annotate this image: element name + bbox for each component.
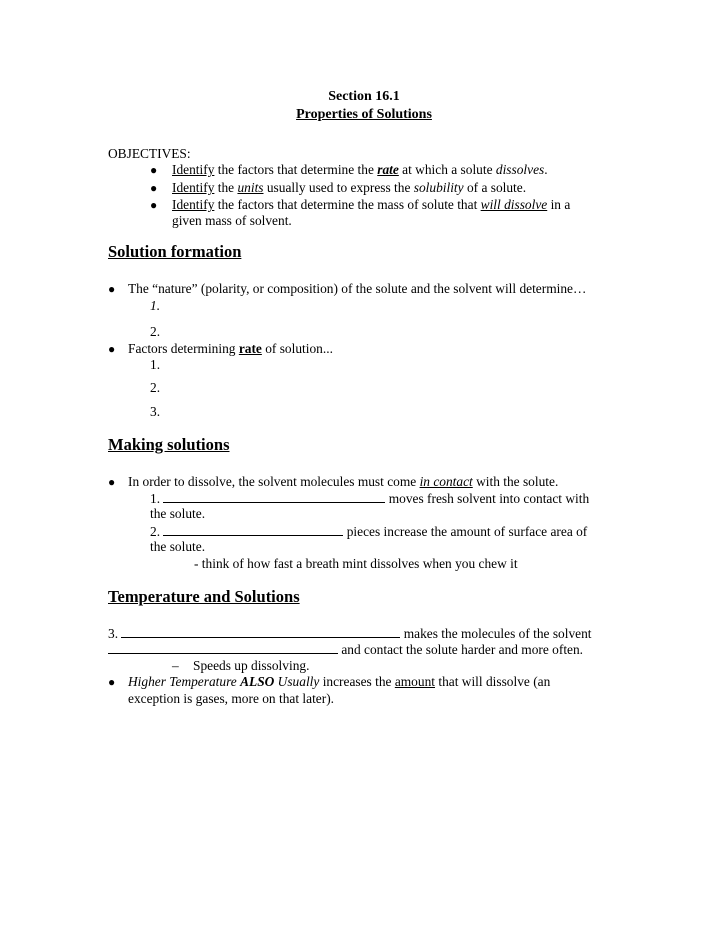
fill-in-item: 3. makes the molecules of the solvent (108, 626, 592, 641)
bullet-icon: ● (150, 198, 158, 212)
page-title: Properties of Solutions (296, 107, 432, 122)
answer-blank[interactable] (121, 625, 400, 638)
fill-in-item-continued: the solute. (150, 506, 206, 521)
objective-item: Identify the units usually used to express the solubility of a solute. (172, 180, 527, 195)
heading-temperature-solutions: Temperature and Solutions (108, 587, 300, 606)
note: - think of how fast a breath mint dissolves when you chew it (194, 556, 518, 571)
bullet-icon: ● (150, 163, 158, 177)
objective-item-continued: given mass of solvent. (172, 213, 292, 228)
objective-item: Identify the factors that determine the rate at which a solute dissolves. (172, 162, 548, 177)
list-item: 1. (150, 298, 161, 313)
answer-blank[interactable] (108, 641, 338, 654)
bullet-text: The “nature” (polarity, or composition) of the solute and the solvent will determine… (128, 281, 587, 296)
bullet-text: In order to dissolve, the solvent molecules must come in contact with the solute. (128, 474, 559, 489)
bullet-icon: ● (150, 181, 158, 195)
objectives-label: OBJECTIVES: (108, 146, 191, 161)
bullet-icon: ● (108, 342, 116, 356)
bullet-text-continued: exception is gases, more on that later). (128, 691, 334, 706)
objective-item: Identify the factors that determine the mass of solute that will dissolve in a (172, 197, 571, 212)
answer-blank[interactable] (163, 490, 385, 503)
sub-item: Speeds up dissolving. (193, 658, 310, 673)
heading-solution-formation: Solution formation (108, 242, 242, 261)
section-number: Section 16.1 (328, 89, 400, 104)
fill-in-item: 1. moves fresh solvent into contact with (150, 491, 590, 506)
heading-making-solutions: Making solutions (108, 435, 230, 454)
answer-blank[interactable] (163, 523, 343, 536)
bullet-icon: ● (108, 475, 116, 489)
fill-in-item-continued: and contact the solute harder and more often. (108, 641, 583, 659)
bullet-text: Higher Temperature ALSO Usually increases the amount that will dissolve (an (128, 674, 551, 689)
list-item: 3. (150, 404, 161, 419)
dash-marker: – (172, 658, 179, 673)
fill-in-item-continued: the solute. (150, 539, 206, 554)
bullet-icon: ● (108, 282, 116, 296)
bullet-icon: ● (108, 675, 116, 689)
fill-in-item: 2. pieces increase the amount of surface area of (150, 524, 588, 539)
list-item: 2. (150, 380, 161, 395)
list-item: 1. (150, 357, 161, 372)
list-item: 2. (150, 324, 161, 339)
bullet-text: Factors determining rate of solution... (128, 341, 333, 356)
